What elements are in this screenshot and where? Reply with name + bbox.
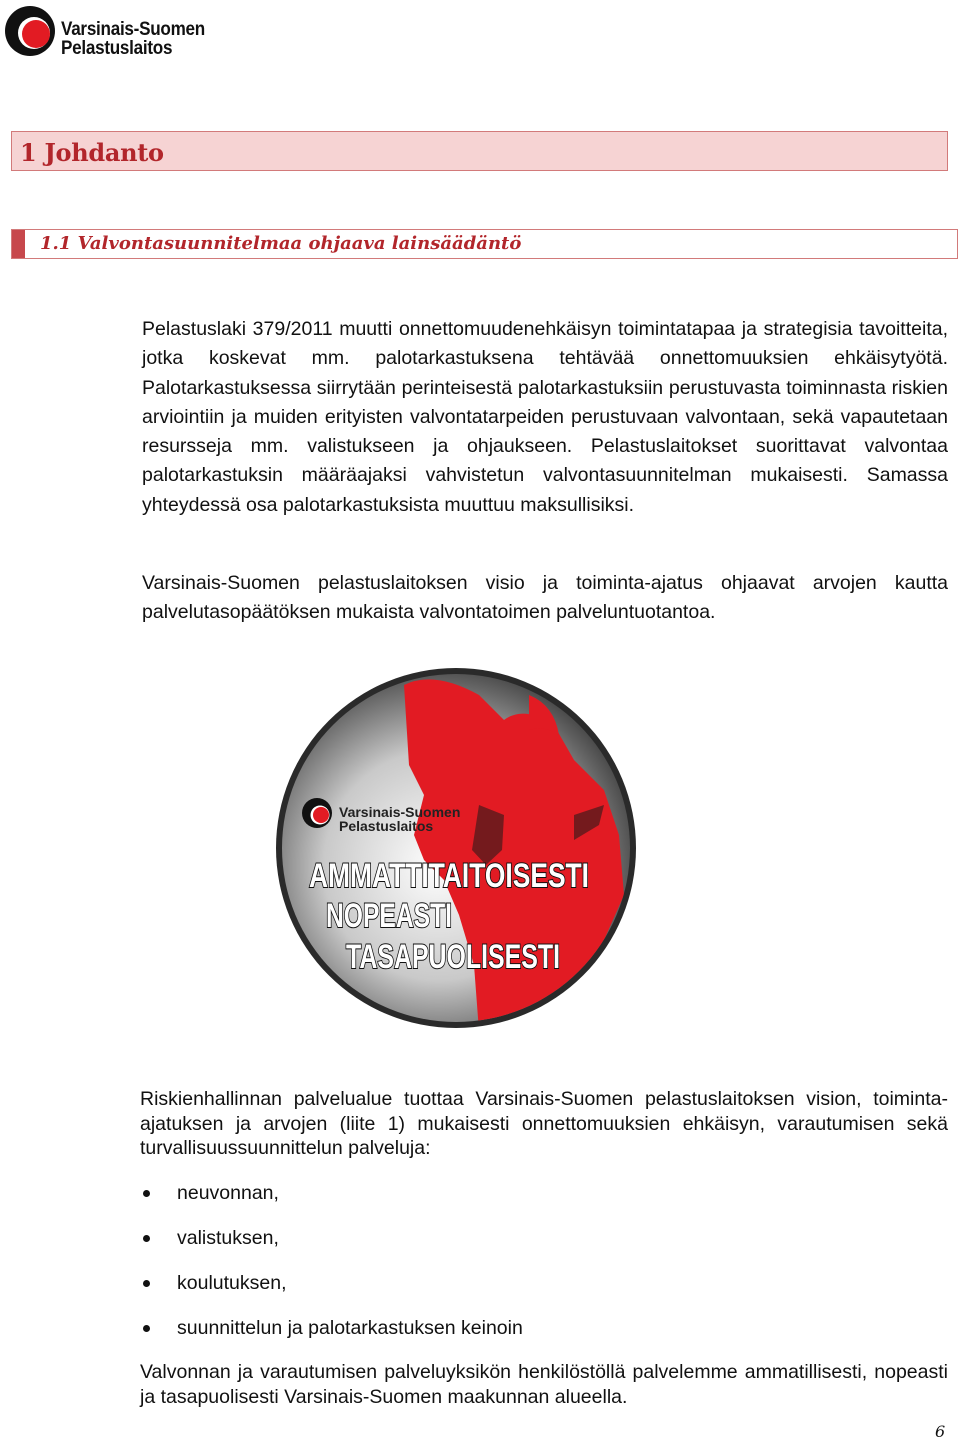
heading-2-text: 1.1 Valvontasuunnitelmaa ohjaava lainsäädäntö bbox=[40, 233, 522, 254]
list-item: suunnittelun ja palotarkastuksen keinoin bbox=[140, 1315, 940, 1360]
paragraph-1: Pelastuslaki 379/2011 muutti onnettomuudenehkäisyn toimintatapaa ja strategisia tavoitteita, jotka koskevat mm. palotarkastuksena tehtävää onnettomuuksien ehkäisytyötä. Palotarkastuksessa siirrytään perinteisestä palotarkastuksiin perustuvasta toiminnasta riskien arviointiin ja muiden erityisten valvontatarpeiden perustuvaan valvontaan, sekä vapautetaan resursseja mm. valistukseen ja ohjaukseen. Pelastuslaitokset suorittavat valvontaa palotarkastuksin määräajaksi vahvistetun valvontasuunnitelman mukaisesti. Samassa yhteydessä osa palotarkastuksista muuttuu maksullisiksi. bbox=[142, 318, 948, 516]
bullet-icon bbox=[143, 1280, 150, 1287]
list-item: valistuksen, bbox=[140, 1225, 940, 1270]
badge-logo-line-1: Varsinais-Suomen bbox=[339, 804, 461, 820]
paragraph-2: Varsinais-Suomen pelastuslaitoksen visio ja toiminta-ajatus ohjaavat arvojen kautta palvelutasopäätöksen mukaista valvontatoimen palveluntuotantoa. bbox=[142, 572, 948, 624]
slogan-badge-graphic bbox=[274, 665, 638, 1031]
brand-logo-icon bbox=[3, 2, 59, 60]
logo-line-1: Varsinais-Suomen bbox=[61, 19, 205, 40]
heading-1-text: 1 Johdanto bbox=[20, 138, 164, 167]
badge-slogan-line-3: TASAPUOLISESTI bbox=[346, 938, 560, 976]
list-item: neuvonnan, bbox=[140, 1180, 940, 1225]
page-number: 6 bbox=[935, 1422, 946, 1441]
logo-line-2: Pelastuslaitos bbox=[61, 38, 173, 59]
heading-2-accent-bar bbox=[12, 230, 25, 258]
badge-logo-line-2: Pelastuslaitos bbox=[339, 818, 434, 834]
services-list bbox=[140, 1180, 940, 1360]
bullet-icon bbox=[143, 1325, 150, 1332]
heading-1 bbox=[11, 131, 948, 171]
badge-slogan-line-1: AMMATTITAITOISESTI bbox=[309, 857, 589, 895]
slogan-badge bbox=[274, 665, 638, 1031]
badge-slogan-line-2: NOPEASTI bbox=[326, 897, 452, 935]
header-logo bbox=[3, 2, 223, 60]
closing-paragraph: Valvonnan ja varautumisen palveluyksikön henkilöstöllä palvelemme ammatillisesti, nopeasti ja tasapuolisesti Varsinais-Suomen maakunnan alueella. bbox=[140, 1361, 948, 1408]
bullet-icon bbox=[143, 1235, 150, 1242]
heading-2 bbox=[11, 229, 958, 259]
badge-logo-icon bbox=[302, 798, 332, 828]
services-intro: Riskienhallinnan palvelualue tuottaa Varsinais-Suomen pelastuslaitoksen vision, toiminta-ajatuksen ja arvojen (liite 1) mukaisesti onnettomuuksien ehkäisyn, varautumisen sekä turvallisuussuunnittelun palveluja: bbox=[140, 1088, 948, 1159]
bullet-icon bbox=[143, 1190, 150, 1197]
logo-text bbox=[61, 20, 205, 58]
list-item: koulutuksen, bbox=[140, 1270, 940, 1315]
